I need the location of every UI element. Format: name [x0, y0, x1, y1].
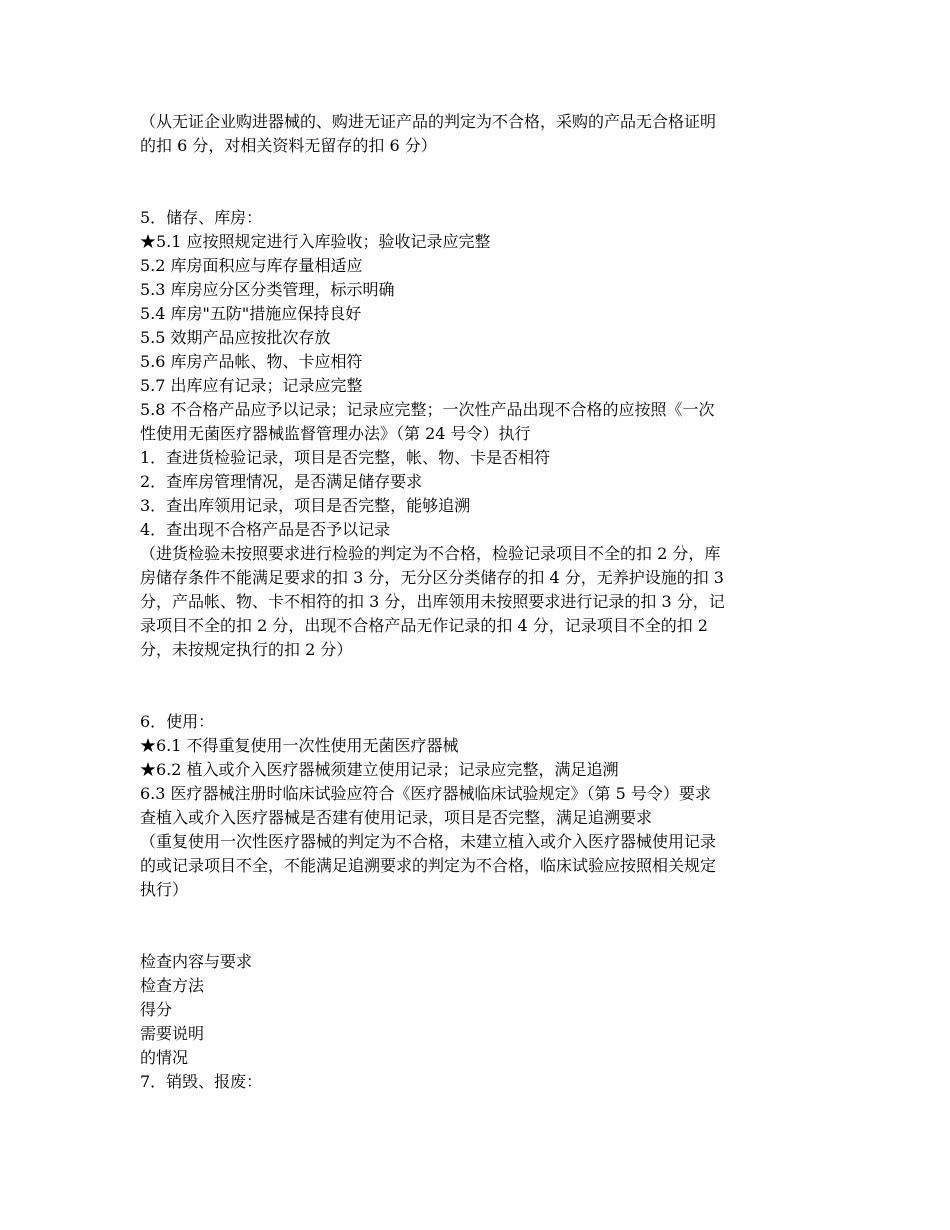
- section6-note-line: 的或记录项目不全，不能满足追溯要求的判定为不合格，临床试验应按照相关规定: [140, 856, 717, 875]
- note-line: （从无证企业购进器械的、购进无证产品的判定为不合格，采购的产品无合格证明: [140, 112, 717, 131]
- section6-note-line: （重复使用一次性医疗器械的判定为不合格，未建立植入或介入医疗器械使用记录: [140, 832, 717, 851]
- table-header-cell: 检查内容与要求: [140, 952, 253, 971]
- document-page: [140, 110, 812, 1094]
- section5-check-item: 3．查出库领用记录，项目是否完整，能够追溯: [140, 496, 471, 515]
- section5-item: 5.6 库房产品帐、物、卡应相符: [140, 352, 363, 371]
- section5-item: 5.2 库房面积应与库存量相适应: [140, 256, 363, 275]
- note-line: 的扣 6 分，对相关资料无留存的扣 6 分）: [140, 136, 437, 155]
- section5-heading: 5．储存、库房：: [140, 208, 263, 227]
- section5-note-line: （进货检验未按照要求进行检验的判定为不合格，检验记录项目不全的扣 2 分，库: [140, 544, 721, 563]
- section7-heading: 7．销毁、报废：: [140, 1072, 263, 1091]
- section7: [140, 1070, 812, 1094]
- section5-note-line: 分，产品帐、物、卡不相符的扣 3 分，出库领用未按照要求进行记录的扣 3 分，记: [140, 592, 725, 611]
- section5-note-line: 录项目不全的扣 2 分，出现不合格产品无作记录的扣 4 分，记录项目不全的扣 2: [140, 616, 708, 635]
- section5-item: 5.4 库房"五防"措施应保持良好: [140, 304, 362, 323]
- section5-item: 5.3 库房应分区分类管理，标示明确: [140, 280, 395, 299]
- section5-item: 5.8 不合格产品应予以记录；记录应完整；一次性产品出现不合格的应按照《一次: [140, 400, 715, 419]
- spacer: [140, 158, 812, 206]
- section5-item: 性使用无菌医疗器械监督管理办法》（第 24 号令）执行: [140, 424, 531, 443]
- section6: [140, 710, 812, 902]
- section5-item: ★5.1 应按照规定进行入库验收；验收记录应完整: [140, 232, 491, 251]
- spacer: [140, 902, 812, 950]
- table-header-cell: 得分: [140, 1000, 173, 1019]
- section6-item: ★6.1 不得重复使用一次性使用无菌医疗器械: [140, 736, 459, 755]
- section6-item: 6.3 医疗器械注册时临床试验应符合《医疗器械临床试验规定》（第 5 号令）要求: [140, 784, 711, 803]
- section5-note-line: 分，未按规定执行的扣 2 分）: [140, 640, 353, 659]
- section6-check-item: 查植入或介入医疗器械是否建有使用记录，项目是否完整，满足追溯要求: [140, 808, 653, 827]
- section6-note-line: 执行）: [140, 880, 189, 899]
- table-header-block: [140, 950, 812, 1070]
- table-header-cell: 的情况: [140, 1048, 189, 1067]
- section4-note: [140, 110, 812, 158]
- table-header-cell: 检查方法: [140, 976, 205, 995]
- section5-note-line: 房储存条件不能满足要求的扣 3 分，无分区分类储存的扣 4 分，无养护设施的扣 3: [140, 568, 724, 587]
- section5-check-item: 1．查进货检验记录，项目是否完整，帐、物、卡是否相符: [140, 448, 551, 467]
- table-header-cell: 需要说明: [140, 1024, 205, 1043]
- section6-item: ★6.2 植入或介入医疗器械须建立使用记录；记录应完整，满足追溯: [140, 760, 619, 779]
- section5-check-item: 4．查出现不合格产品是否予以记录: [140, 520, 391, 539]
- section5: [140, 206, 812, 662]
- spacer: [140, 662, 812, 710]
- section5-item: 5.5 效期产品应按批次存放: [140, 328, 331, 347]
- section5-check-item: 2．查库房管理情况，是否满足储存要求: [140, 472, 423, 491]
- section6-heading: 6．使用：: [140, 712, 215, 731]
- section5-item: 5.7 出库应有记录；记录应完整: [140, 376, 363, 395]
